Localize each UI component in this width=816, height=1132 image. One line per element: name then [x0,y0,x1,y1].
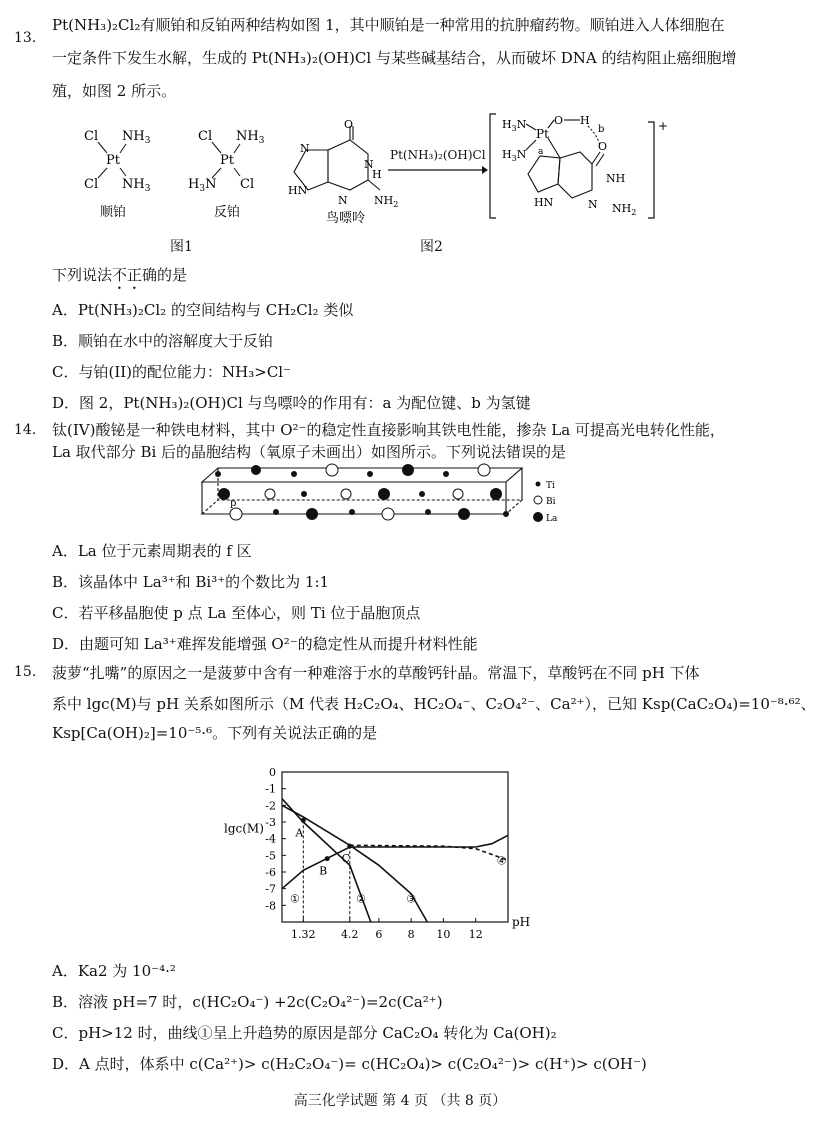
q15-text-line1: 菠萝“扎嘴”的原因之一是菠萝中含有一种难溶于水的草酸钙针晶。常温下，草酸钙在不同 pH 下体 [52,664,700,682]
q13-option-b: B．顺铂在水中的溶解度大于反铂 [52,332,274,350]
svg-text:HN: HN [534,196,554,209]
q15-option-c: C．pH>12 时，曲线①呈上升趋势的原因是部分 CaC₂O₄ 转化为 Ca(OH)₂ [52,1024,557,1042]
x-axis-label: pH [512,915,531,929]
svg-text:NH3: $NH_3$ [236,129,265,146]
q15-option-a: A．Ka2 为 10⁻⁴·² [52,962,176,980]
crystal-cell-figure [196,462,576,530]
q14-text-line2: La 取代部分 Bi 后的晶胞结构（氧原子未画出）如图所示。下列说法错误的是 [52,443,567,461]
q13-text-line1: Pt(NH₃)₂Cl₂有顺铂和反铂两种结构如图 1，其中顺铂是一种常用的抗肿瘤药物。顺铂进入人体细胞在 [52,16,725,34]
legend-ti: Ti [546,481,555,491]
y-tick-label: -4 [265,832,276,846]
x-tick-label: 1.32 [291,928,316,941]
y-tick-label: -7 [265,882,276,896]
annotation-label: ② [356,892,367,906]
q14-option-a: A．La 位于元素周期表的 f 区 [52,542,252,560]
transplatin-structure [188,129,265,194]
figure-1-platinum-structures [70,118,280,228]
x-tick-label: 8 [407,928,415,941]
cisplatin-label: 顺铂 [100,205,127,220]
q14-option-c: C．若平移晶胞使 p 点 La 至体心，则 Ti 位于晶胞顶点 [52,604,421,622]
annotation-label: ③ [406,892,417,906]
svg-text:Cl: Cl [84,129,99,144]
q14-text-line1: 钛(IV)酸铋是一种铁电材料，其中 O²⁻的稳定性直接影响其铁电性能，掺杂 La 可提高光电转化性能， [52,421,725,439]
q13-question-stem: 下列说法不正确的是 [52,266,188,284]
svg-text:Cl: Cl [198,129,213,144]
svg-text:H: H [580,114,590,127]
svg-text:HN: HN [288,184,308,197]
y-tick-label: -2 [265,799,276,813]
x-tick-label: 6 [375,928,383,941]
svg-text:O: O [598,140,608,153]
figure-2-caption: 图2 [420,239,443,255]
svg-text:O: O [554,114,564,127]
x-tick-label: 12 [468,928,483,941]
svg-text:a: a [538,147,544,157]
q13-text-line3: 殖，如图 2 所示。 [52,82,177,100]
svg-text:NH2: $NH_2$ [612,202,637,217]
q13-option-d: D．图 2，Pt(NH₃)₂(OH)Cl 与鸟嘌呤的作用有：a 为配位键、b 为氢键 [52,394,531,412]
annotation-label: ④ [496,854,507,868]
annotation-label: A [295,826,304,840]
legend-bi: Bi [546,497,556,507]
svg-text:N: N [364,158,374,171]
x-tick-label: 4.2 [341,928,359,941]
guanine-label: 鸟嘌呤 [326,211,366,226]
svg-text:Pt: Pt [106,153,120,168]
question-13-number: 13. [14,30,37,46]
svg-text:NH2: $NH_2$ [374,194,399,209]
point-marker-C [347,844,352,849]
point-marker-A [301,818,306,823]
y-tick-label: -3 [265,816,276,829]
lgc-ph-chart [220,758,550,950]
annotation-label: B [319,864,328,878]
annotation-label: ① [289,892,300,906]
figure-1-caption: 图1 [170,239,193,255]
q13-option-c: C．与铂(II)的配位能力：NH₃>Cl⁻ [52,363,292,381]
svg-text:O: O [344,118,354,131]
svg-text:Cl: Cl [240,177,255,192]
y-tick-label: -5 [265,849,276,863]
svg-text:H3N: $H_3N$ [188,177,217,194]
svg-text:H3N: $H_3N$ [502,148,527,163]
q15-option-d: D．A 点时，体系中 c(Ca²⁺)> c(H₂C₂O₄⁻)= c(HC₂O₄)> c(C₂O₄²⁻)> c(H⁺)> c(OH⁻) [52,1055,647,1073]
q14-option-d: D．由题可知 La³⁺难挥发能增强 O²⁻的稳定性从而提升材料性能 [52,635,478,653]
y-tick-label: -8 [265,899,276,913]
q14-option-b: B．该晶体中 La³⁺和 Bi³⁺的个数比为 1:1 [52,573,330,591]
y-tick-label: 0 [269,766,276,779]
y-tick-label: -1 [265,782,276,796]
legend-la: La [546,514,558,524]
y-axis-label: lgc(M) [224,821,264,836]
q15-text-line2: 系中 lgc(M)与 pH 关系如图所示（M 代表 H₂C₂O₄、HC₂O₄⁻、C₂O₄²⁻、Ca²⁺），已知 Ksp(CaC₂O₄)=10⁻⁸·⁶²、 [52,695,816,713]
svg-text:NH3: $NH_3$ [122,177,151,194]
point-marker-B [325,856,330,861]
transplatin-label: 反铂 [214,205,241,220]
cisplatin-structure [84,129,151,194]
question-15-number: 15. [14,664,37,680]
figure-2-product-complex [488,108,678,228]
page-footer: 高三化学试题 第 4 页 （共 8 页） [293,1093,507,1109]
y-tick-label: -6 [265,866,276,879]
guanine-structure [280,118,399,228]
svg-text:Cl: Cl [84,177,99,192]
question-14-number: 14. [14,422,37,438]
svg-text:NH3: $NH_3$ [122,129,151,146]
svg-text:Pt: Pt [536,127,549,141]
svg-text:H3N: $H_3N$ [502,118,527,133]
svg-text:b: b [598,124,605,135]
svg-text:N: N [588,198,598,211]
svg-text:+: + [658,119,669,133]
q13-option-a: A．Pt(NH₃)₂Cl₂ 的空间结构与 CH₂Cl₂ 类似 [52,301,354,319]
svg-text:N: N [338,194,348,207]
svg-text:NH: NH [606,172,626,185]
crystal-atoms [215,464,509,520]
series-line-1 [282,835,508,888]
svg-text:N: N [300,142,310,155]
q13-text-line2: 一定条件下发生水解，生成的 Pt(NH₃)₂(OH)Cl 与某些碱基结合，从而破坏 DNA 的结构阻止癌细胞增 [52,49,737,67]
annotation-label: C [341,852,351,866]
reaction-reagent-label: Pt(NH₃)₂(OH)Cl [390,148,486,162]
svg-text:H: H [372,168,382,181]
x-tick-label: 10 [436,928,451,941]
crystal-legend [533,481,558,524]
svg-text:Pt: Pt [220,153,234,168]
q15-text-line3: Ksp[Ca(OH)₂]=10⁻⁵·⁶。下列有关说法正确的是 [52,724,378,742]
q15-option-b: B．溶液 pH=7 时，c(HC₂O₄⁻) +2c(C₂O₄²⁻)=2c(Ca²⁺) [52,993,443,1011]
reaction-arrow [388,164,488,176]
point-p-label: p [230,498,237,509]
